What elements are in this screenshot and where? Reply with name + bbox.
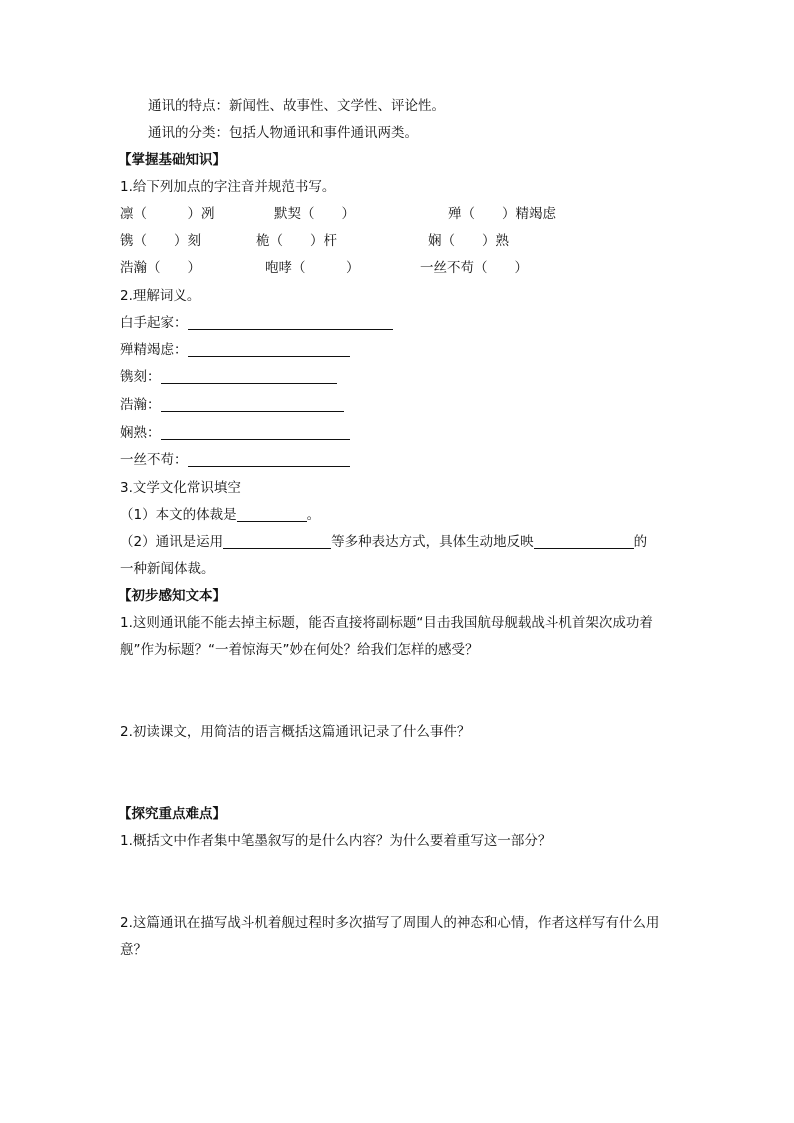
pinyin-item: 一丝不苟（ ）: [420, 260, 528, 276]
q3-item2: [120, 533, 647, 551]
term-row: [120, 341, 350, 359]
pinyin-row: [120, 232, 680, 250]
q3-item2-text-c: 的: [633, 534, 648, 550]
answer-blank[interactable]: [237, 507, 307, 522]
term-row: [120, 451, 350, 469]
q3-item2-text-a: （2）通讯是运用: [120, 534, 224, 550]
answer-blank[interactable]: [161, 425, 350, 440]
s2-q1-line2: 舰”作为标题？“一着惊海天”妙在何处？给我们怎样的感受？: [120, 642, 479, 658]
term-row: [120, 424, 350, 442]
term-label: 白手起家：: [120, 315, 188, 331]
pinyin-item: 咆哮（ ）: [265, 260, 360, 276]
pinyin-item: 桅（ ）杆: [256, 233, 337, 249]
pinyin-item: 镌（ ）刻: [120, 233, 201, 249]
pinyin-item: 殚（ ）精竭虑: [448, 206, 556, 222]
answer-blank[interactable]: [534, 534, 634, 549]
term-label: 殚精竭虑：: [120, 342, 188, 358]
q3-item2-cont: 一种新闻体裁。: [120, 561, 215, 577]
term-label: 镌刻：: [120, 369, 161, 385]
s2-q1-line1: 1.这则通讯能不能去掉主标题，能否直接将副标题“目击我国航母舰载战斗机首架次成功着: [120, 615, 653, 631]
term-label: 浩瀚：: [120, 397, 161, 413]
s3-q2-line1: 2.这篇通讯在描写战斗机着舰过程时多次描写了周围人的神态和心情，作者这样写有什么用: [120, 915, 660, 931]
answer-blank[interactable]: [188, 315, 393, 330]
answer-blank[interactable]: [188, 452, 350, 467]
s2-q2: 2.初读课文，用简洁的语言概括这篇通讯记录了什么事件？: [120, 724, 471, 740]
s3-q1: 1.概括文中作者集中笔墨叙写的是什么内容？为什么要着重写这一部分？: [120, 833, 552, 849]
answer-blank[interactable]: [223, 534, 331, 549]
q1-prompt: 1.给下列加点的字注音并规范书写。: [120, 179, 336, 195]
section-heading-key-points: 【探究重点难点】: [118, 806, 226, 822]
term-label: 娴熟：: [120, 425, 161, 441]
q3-item2-text-b: 等多种表达方式，具体生动地反映: [331, 534, 534, 550]
pinyin-item: 默契（ ）: [274, 206, 355, 222]
intro-features: 通讯的特点：新闻性、故事性、文学性、评论性。: [148, 98, 445, 114]
pinyin-item: 浩瀚（ ）: [120, 260, 201, 276]
term-label: 一丝不苟：: [120, 452, 188, 468]
term-row: [120, 396, 344, 414]
term-row: [120, 314, 393, 332]
q3-prompt: 3.文学文化常识填空: [120, 480, 241, 496]
intro-categories: 通讯的分类：包括人物通讯和事件通讯两类。: [148, 125, 418, 141]
answer-blank[interactable]: [188, 342, 350, 357]
q3-item1-text: （1）本文的体裁是: [120, 507, 237, 523]
pinyin-item: 凛（ ）冽: [120, 206, 215, 222]
answer-blank[interactable]: [161, 369, 337, 384]
term-row: [120, 368, 337, 386]
section-heading-perception: 【初步感知文本】: [118, 588, 226, 604]
pinyin-row: [120, 205, 680, 223]
answer-blank[interactable]: [161, 397, 344, 412]
section-heading-basics: 【掌握基础知识】: [118, 152, 226, 168]
q3-item1: [120, 506, 320, 524]
q2-prompt: 2.理解词义。: [120, 288, 201, 304]
pinyin-item: 娴（ ）熟: [428, 233, 509, 249]
pinyin-row: [120, 259, 680, 277]
q3-item1-end: 。: [306, 507, 321, 523]
s3-q2-line2: 意？: [120, 942, 147, 958]
